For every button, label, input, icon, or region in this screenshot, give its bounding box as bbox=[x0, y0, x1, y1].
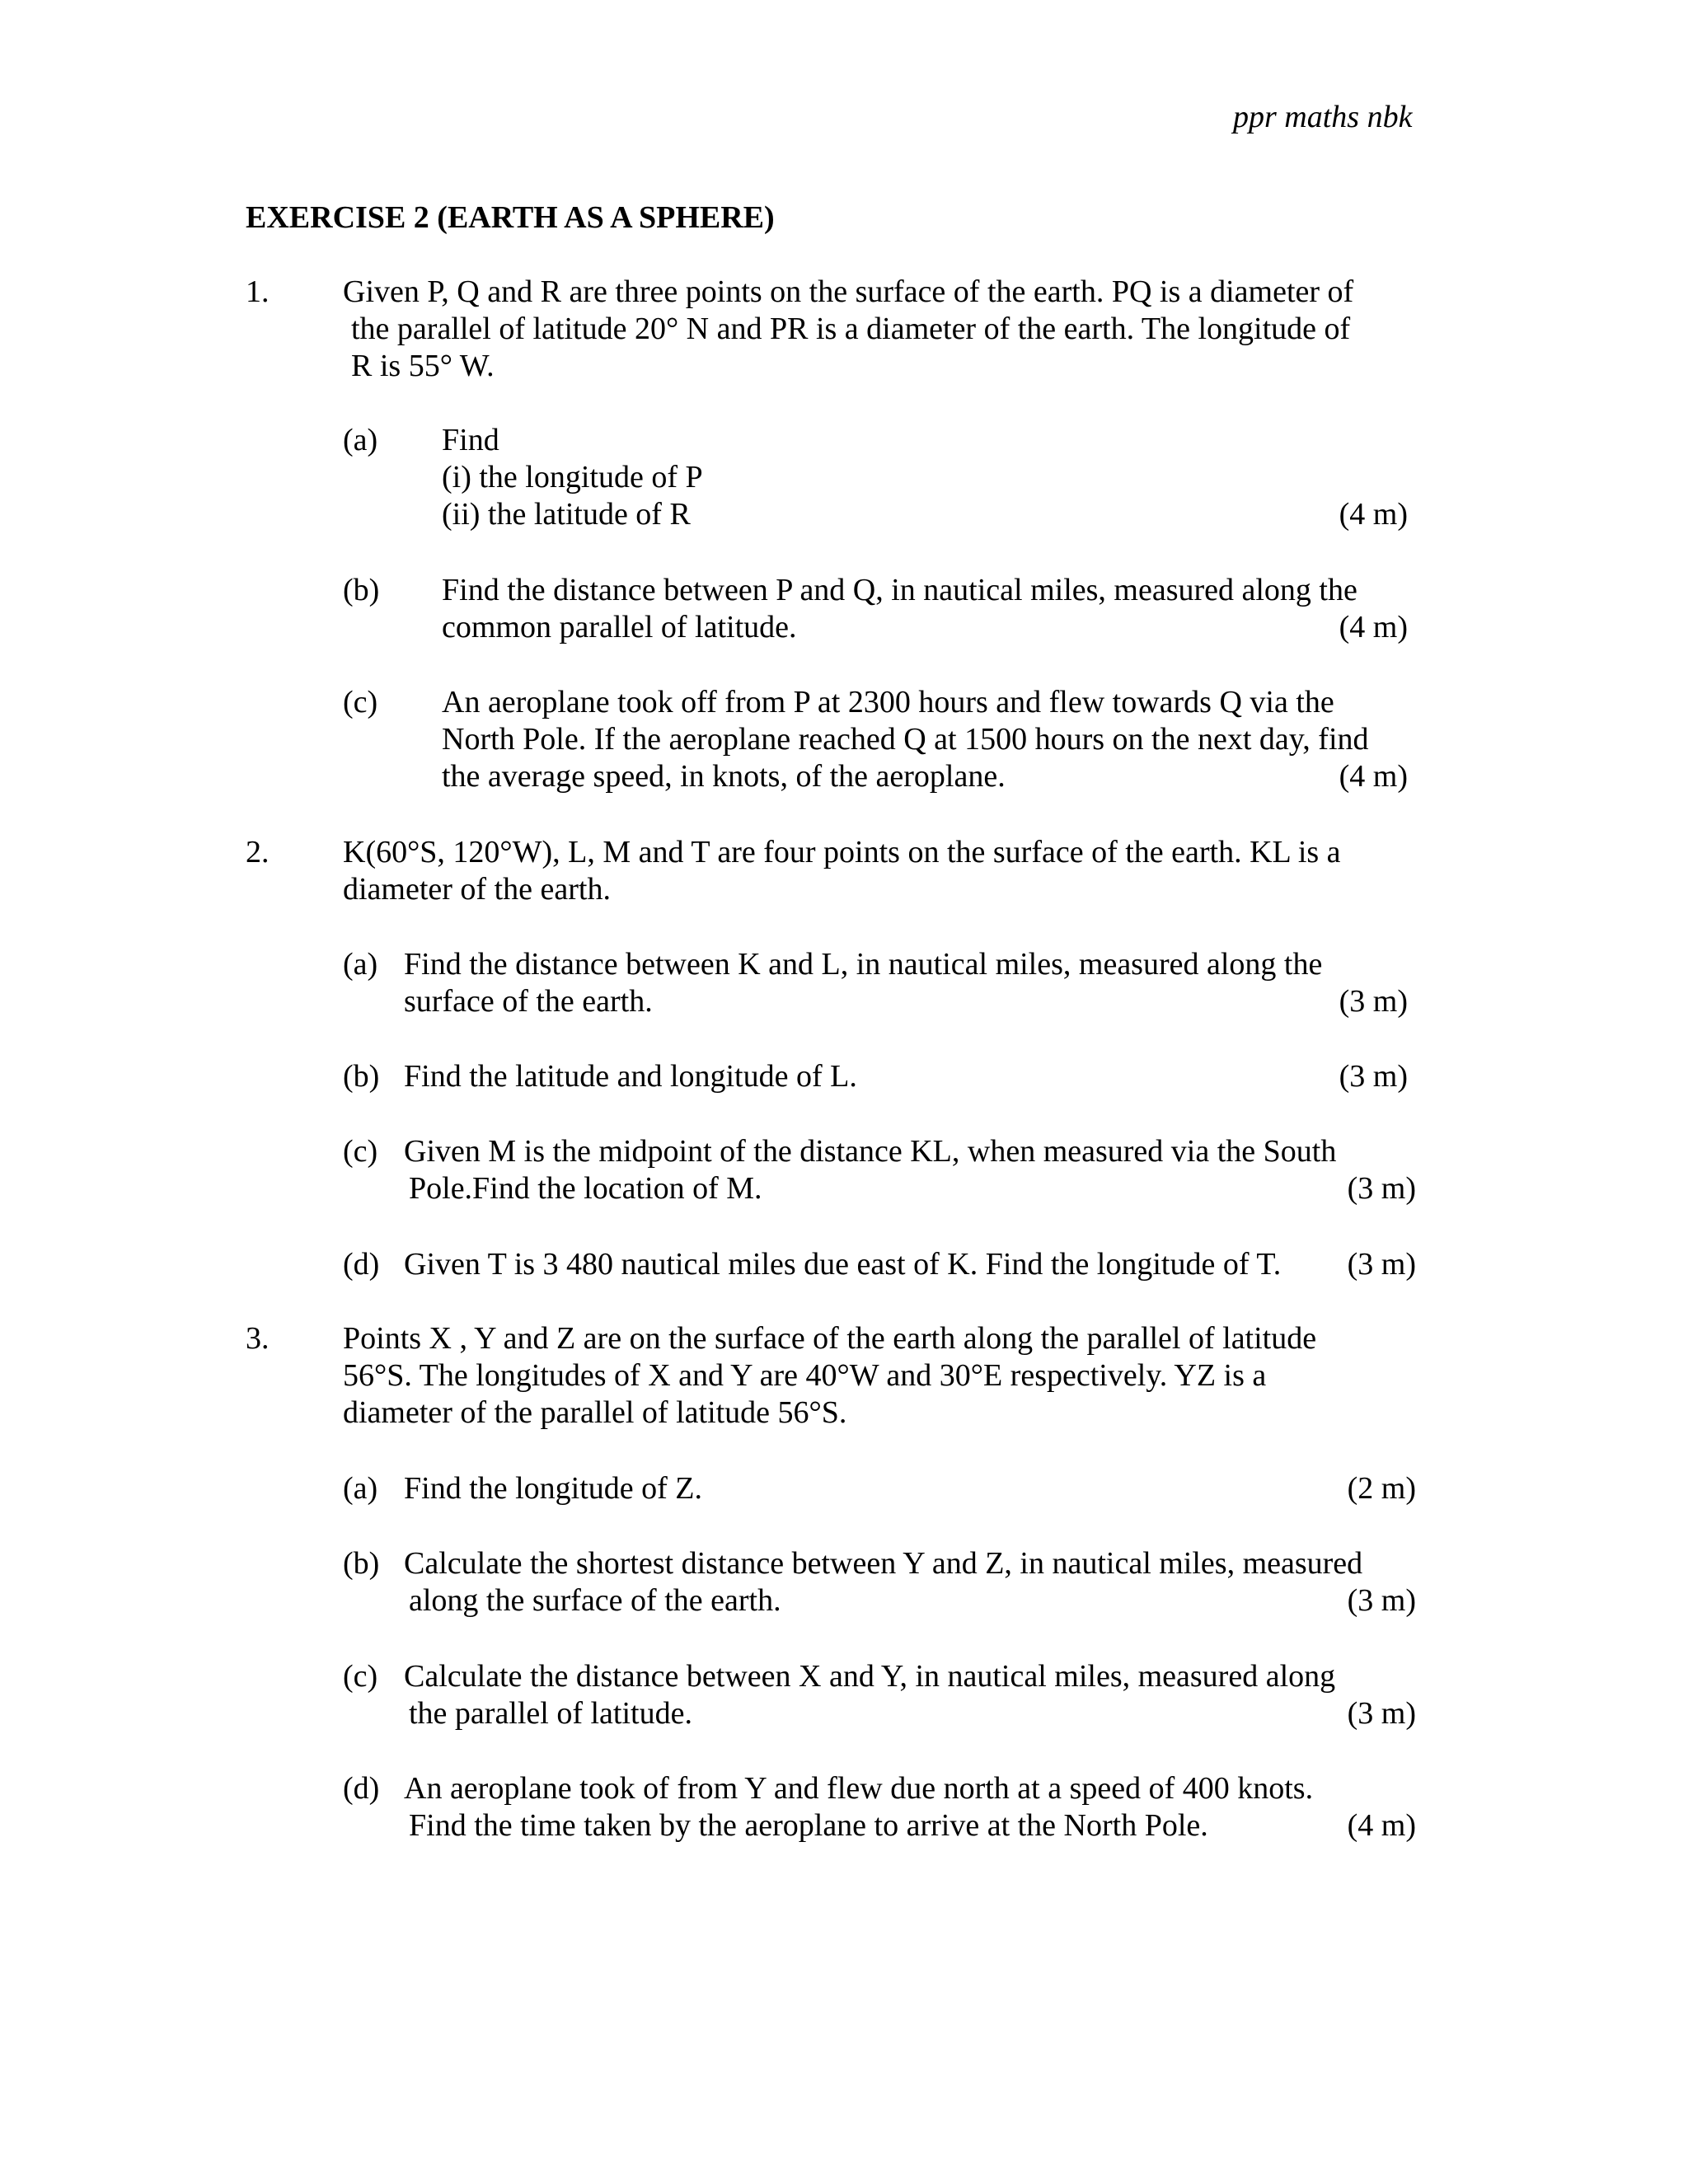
q3-a-label: (a) bbox=[343, 1471, 378, 1506]
q2-b-text: Find the latitude and longitude of L. bbox=[404, 1059, 857, 1094]
q3-d-label: (d) bbox=[343, 1771, 380, 1806]
q2-a-label: (a) bbox=[343, 947, 378, 982]
page-header: ppr maths nbk bbox=[1233, 100, 1413, 134]
q1-a-line-1: Find bbox=[442, 423, 499, 457]
question-1-line-3: R is 55° W. bbox=[351, 349, 495, 383]
question-2-number: 2. bbox=[246, 835, 270, 869]
q3-b-label: (b) bbox=[343, 1546, 380, 1581]
q1-c-line-2: North Pole. If the aeroplane reached Q at 1500 hours on the next day, find bbox=[442, 722, 1369, 757]
q3-c-line-1: Calculate the distance between X and Y, in nautical miles, measured along bbox=[404, 1659, 1336, 1694]
question-3-stem bbox=[343, 1320, 1316, 1432]
q3-c-label: (c) bbox=[343, 1659, 378, 1694]
q2-d-marks: (3 m) bbox=[1347, 1247, 1416, 1282]
question-2-line-2: diameter of the earth. bbox=[343, 872, 611, 907]
q1-a-line-3: (ii) the latitude of R bbox=[442, 497, 691, 532]
q1-a-line-2: (i) the longitude of P bbox=[442, 460, 703, 494]
q2-c-label: (c) bbox=[343, 1134, 378, 1169]
q3-a-text: Find the longitude of Z. bbox=[404, 1471, 703, 1506]
q3-c-text bbox=[404, 1658, 1335, 1732]
q3-a-marks: (2 m) bbox=[1347, 1471, 1416, 1506]
question-2-line-1: K(60°S, 120°W), L, M and T are four points on the surface of the earth. KL is a bbox=[343, 835, 1341, 869]
q1-a-text bbox=[442, 422, 703, 533]
q3-b-text bbox=[404, 1545, 1362, 1619]
question-1-line-1: Given P, Q and R are three points on the surface of the earth. PQ is a diameter of bbox=[343, 274, 1354, 309]
q2-d-label: (d) bbox=[343, 1247, 380, 1282]
q1-a-marks: (4 m) bbox=[1339, 497, 1408, 532]
q3-b-marks: (3 m) bbox=[1347, 1583, 1416, 1618]
q2-c-marks: (3 m) bbox=[1347, 1171, 1416, 1206]
question-3-number: 3. bbox=[246, 1321, 270, 1356]
question-2-stem bbox=[343, 834, 1341, 908]
q3-b-line-2: along the surface of the earth. bbox=[409, 1583, 781, 1618]
q3-b-line-1: Calculate the shortest distance between Y and Z, in nautical miles, measured bbox=[404, 1546, 1363, 1581]
question-3-line-3: diameter of the parallel of latitude 56°S. bbox=[343, 1395, 847, 1430]
q3-c-marks: (3 m) bbox=[1347, 1696, 1416, 1731]
q2-b-marks: (3 m) bbox=[1339, 1059, 1408, 1094]
question-3-line-2: 56°S. The longitudes of X and Y are 40°W and 30°E respectively. YZ is a bbox=[343, 1358, 1267, 1393]
q1-c-marks: (4 m) bbox=[1339, 759, 1408, 794]
q1-b-text bbox=[442, 572, 1357, 646]
question-1-line-2: the parallel of latitude 20° N and PR is a diameter of the earth. The longitude of bbox=[351, 312, 1351, 346]
question-1-stem bbox=[343, 274, 1353, 385]
exercise-title: EXERCISE 2 (EARTH AS A SPHERE) bbox=[246, 200, 775, 235]
q1-c-text bbox=[442, 684, 1369, 795]
q1-c-label: (c) bbox=[343, 685, 378, 719]
q1-b-label: (b) bbox=[343, 573, 380, 607]
q2-a-line-2: surface of the earth. bbox=[404, 984, 653, 1019]
q2-c-text bbox=[404, 1133, 1336, 1207]
q2-a-marks: (3 m) bbox=[1339, 984, 1408, 1019]
q3-d-text bbox=[404, 1770, 1313, 1844]
q1-c-line-3: the average speed, in knots, of the aeroplane. bbox=[442, 759, 1006, 794]
q1-b-line-1: Find the distance between P and Q, in nautical miles, measured along the bbox=[442, 573, 1357, 607]
q1-b-marks: (4 m) bbox=[1339, 610, 1408, 644]
q2-c-line-2: Pole.Find the location of M. bbox=[409, 1171, 762, 1206]
q3-d-marks: (4 m) bbox=[1347, 1808, 1416, 1843]
q2-a-text bbox=[404, 946, 1322, 1020]
q2-b-label: (b) bbox=[343, 1059, 380, 1094]
q2-a-line-1: Find the distance between K and L, in nautical miles, measured along the bbox=[404, 947, 1323, 982]
q3-d-line-2: Find the time taken by the aeroplane to arrive at the North Pole. bbox=[409, 1808, 1208, 1843]
q3-c-line-2: the parallel of latitude. bbox=[409, 1696, 692, 1731]
q3-d-line-1: An aeroplane took of from Y and flew due north at a speed of 400 knots. bbox=[404, 1771, 1314, 1806]
q1-c-line-1: An aeroplane took off from P at 2300 hours and flew towards Q via the bbox=[442, 685, 1334, 719]
q1-b-line-2: common parallel of latitude. bbox=[442, 610, 797, 644]
q1-a-label: (a) bbox=[343, 423, 378, 457]
q2-c-line-1: Given M is the midpoint of the distance KL, when measured via the South bbox=[404, 1134, 1337, 1169]
q2-d-text: Given T is 3 480 nautical miles due east of K. Find the longitude of T. bbox=[404, 1247, 1282, 1282]
question-1-number: 1. bbox=[246, 274, 270, 309]
question-3-line-1: Points X , Y and Z are on the surface of the earth along the parallel of latitude bbox=[343, 1321, 1317, 1356]
